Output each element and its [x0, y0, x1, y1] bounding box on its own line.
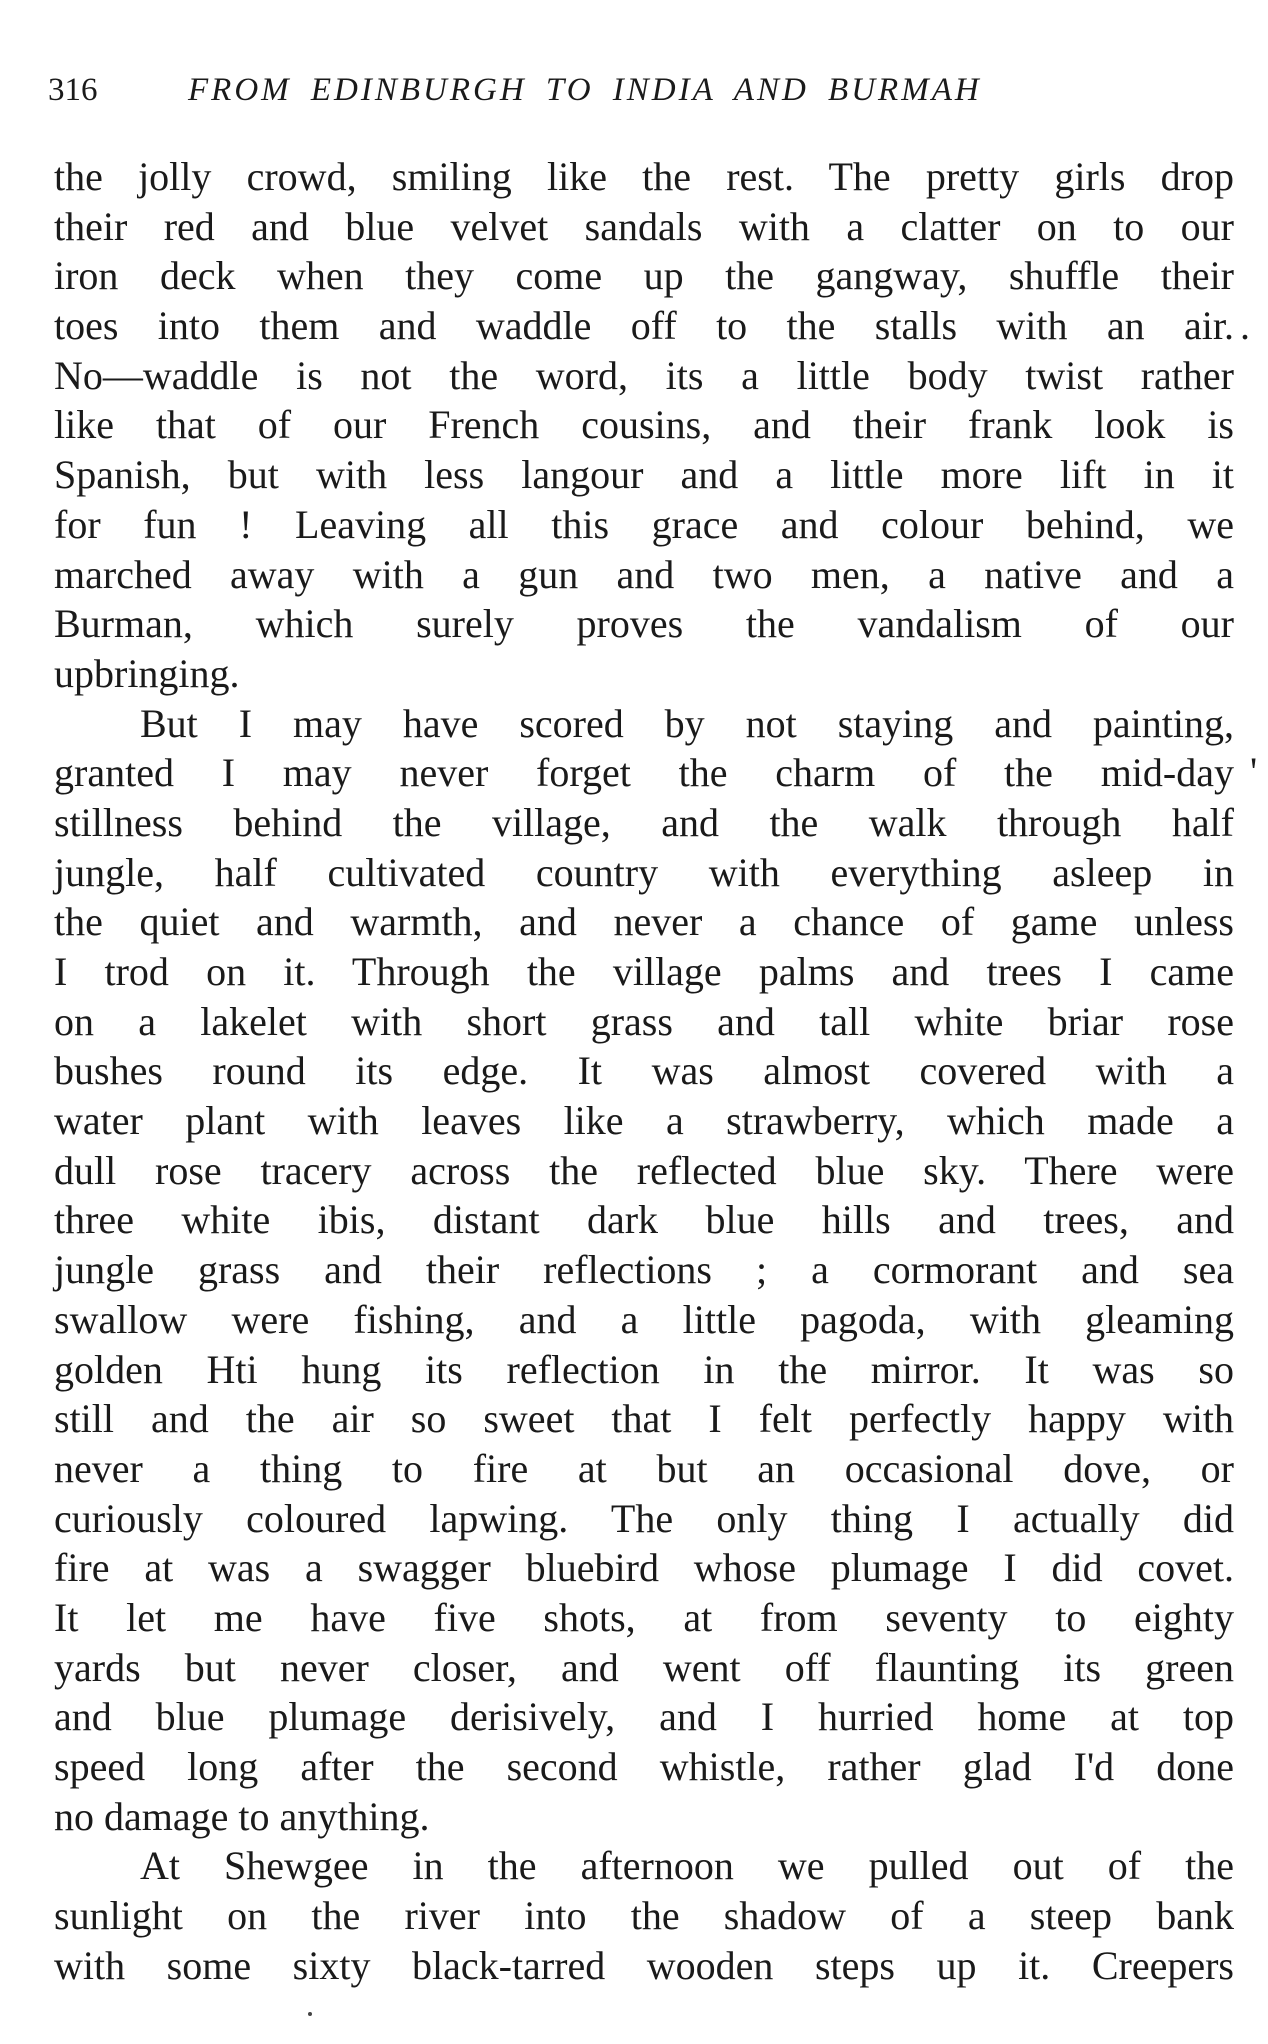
running-header [48, 70, 1108, 110]
text-line: upbringing. [54, 650, 240, 696]
text-line: never a thing to fire at but an occasional dove, or [54, 1445, 1234, 1491]
text-line: dull rose tracery across the reflected blue sky. There were [54, 1147, 1234, 1193]
text-line: I trod on it. Through the village palms and trees I came [54, 949, 1234, 994]
text-line: like that of our French cousins, and their frank look is [54, 402, 1234, 448]
text-line: on a lakelet with short grass and tall white briar rose [54, 998, 1234, 1044]
text-line: fire at was a swagger bluebird whose plumage I did covet. [54, 1545, 1234, 1591]
text-line: toes into them and waddle off to the stalls with an air. [54, 303, 1234, 349]
margin-mark: ' [1250, 749, 1258, 794]
text-line: sunlight on the river into the shadow of a steep bank [54, 1893, 1234, 1939]
text-line: No—waddle is not the word, its a little body twist rather [54, 352, 1234, 398]
text-line: yards but never closer, and went off flaunting its green [54, 1644, 1234, 1690]
text-line: But I may have scored by not staying and painting, [140, 700, 1234, 746]
text-line: still and the air so sweet that I felt perfectly happy with [54, 1396, 1234, 1442]
text-line: jungle grass and their reflections ; a cormorant and sea [54, 1247, 1234, 1293]
text-line: At Shewgee in the afternoon we pulled out of the [140, 1843, 1234, 1889]
page-number: 316 [48, 72, 98, 108]
paragraph [54, 1841, 1234, 1990]
paragraph [54, 152, 1234, 699]
text-line: granted I may never forget the charm of the mid-day [54, 750, 1234, 796]
text-line: swallow were fishing, and a little pagoda, with gleaming [54, 1296, 1234, 1342]
text-line: iron deck when they come up the gangway, shuffle their [54, 253, 1234, 299]
text-line: three white ibis, distant dark blue hills and trees, and [54, 1197, 1234, 1243]
text-line: jungle, half cultivated country with everything asleep in [54, 849, 1234, 895]
paragraph [54, 699, 1234, 1842]
text-line: no damage to anything. [54, 1793, 430, 1839]
text-line: marched away with a gun and two men, a native and a [54, 551, 1234, 597]
text-line: It let me have five shots, at from seventy to eighty [54, 1594, 1234, 1640]
text-line: water plant with leaves like a strawberry, which made a [54, 1098, 1234, 1144]
text-line: speed long after the second whistle, rather glad I'd done [54, 1744, 1234, 1789]
text-line: golden Hti hung its reflection in the mirror. It was so [54, 1346, 1234, 1392]
text-line: with some sixty black-tarred wooden steps up it. Creepers [54, 1942, 1234, 1988]
text-line: Spanish, but with less langour and a little more lift in it [54, 452, 1234, 498]
text-line: stillness behind the village, and the walk through half [54, 799, 1234, 845]
text-line: the quiet and warmth, and never a chance of game unless [54, 899, 1234, 945]
text-line: and blue plumage derisively, and I hurried home at top [54, 1694, 1234, 1740]
print-speck [308, 2012, 312, 2016]
margin-mark: . [1240, 303, 1250, 348]
text-line: Burman, which surely proves the vandalism of our [54, 601, 1234, 647]
text-line: bushes round its edge. It was almost covered with a [54, 1048, 1234, 1094]
body-text [54, 152, 1234, 1990]
running-head-title: FROM EDINBURGH TO INDIA AND BURMAH [188, 72, 982, 108]
text-line: their red and blue velvet sandals with a clatter on to our [54, 203, 1234, 249]
text-line: curiously coloured lapwing. The only thing I actually did [54, 1495, 1234, 1541]
text-line: the jolly crowd, smiling like the rest. The pretty girls drop [54, 154, 1234, 199]
text-line: for fun ! Leaving all this grace and colour behind, we [54, 501, 1234, 547]
